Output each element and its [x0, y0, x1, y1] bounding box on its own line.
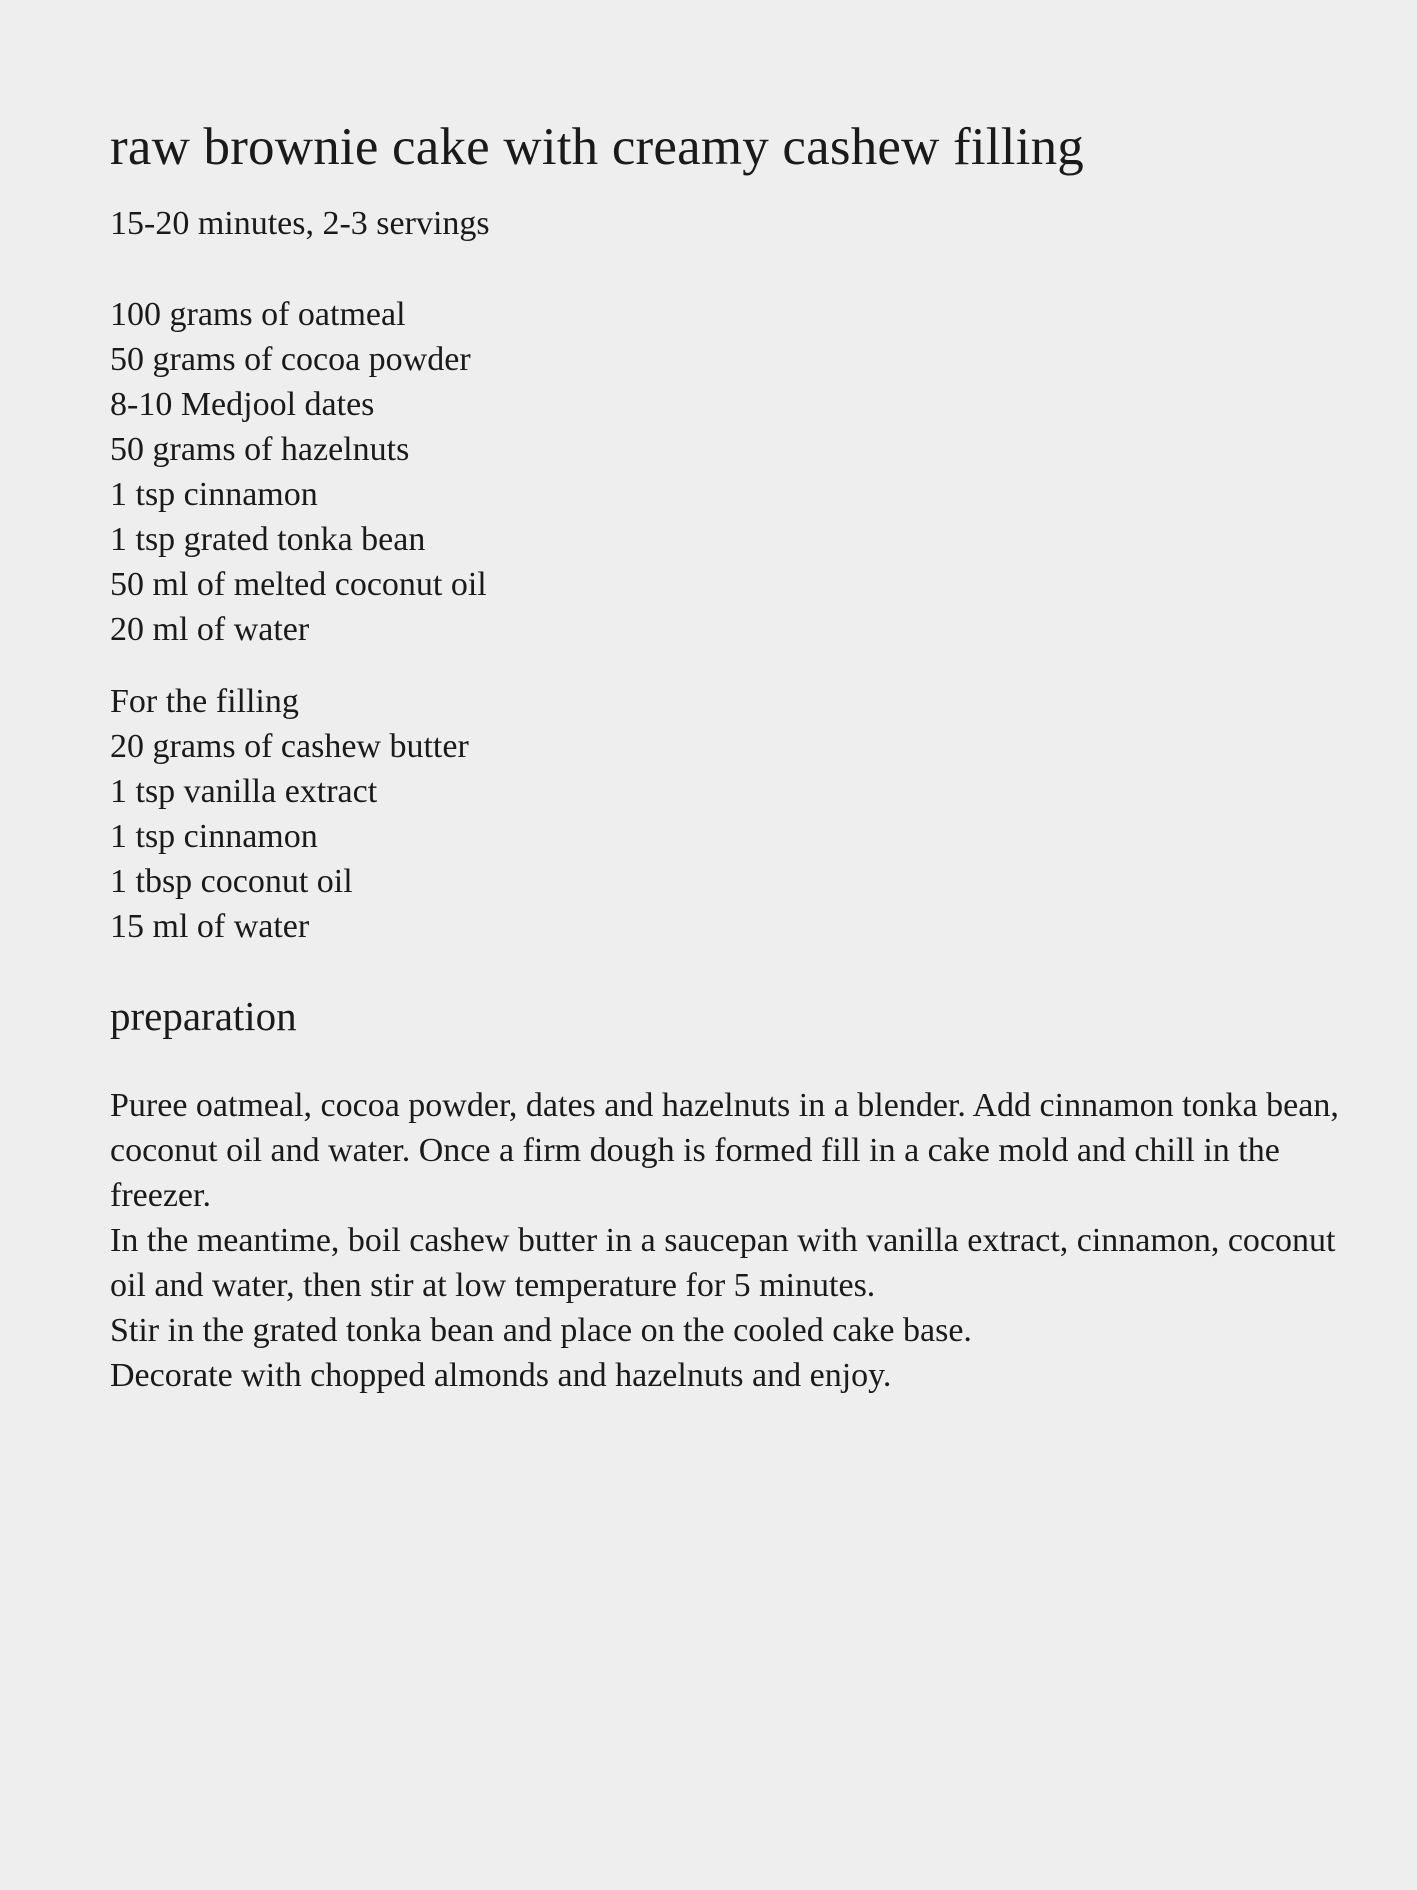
filling-item: 15 ml of water	[110, 908, 310, 945]
ingredient-item: 50 ml of melted coconut oil	[110, 566, 487, 603]
ingredient-item: 1 tsp grated tonka bean	[110, 521, 426, 558]
filling-item: 1 tbsp coconut oil	[110, 863, 353, 900]
recipe-page	[110, 112, 1340, 1398]
preparation-heading: preparation	[110, 993, 297, 1039]
recipe-meta: 15-20 minutes, 2-3 servings	[110, 205, 490, 242]
ingredient-item: 50 grams of cocoa powder	[110, 341, 471, 378]
filling-item: 1 tsp cinnamon	[110, 818, 318, 855]
filling-item: 1 tsp vanilla extract	[110, 773, 378, 810]
ingredient-item: 100 grams of oatmeal	[110, 296, 406, 333]
ingredient-list	[110, 292, 1340, 652]
filling-item: 20 grams of cashew butter	[110, 728, 469, 765]
instruction-paragraph: Decorate with chopped almonds and hazelnuts and enjoy.	[110, 1357, 892, 1394]
instruction-paragraph: Puree oatmeal, cocoa powder, dates and hazelnuts in a blender. Add cinnamon tonka bean, coconut oil and water. Once a firm dough is formed fill in a cake mold and chill in the freezer.	[110, 1087, 1339, 1214]
filling-heading: For the filling	[110, 683, 299, 720]
ingredient-item: 8-10 Medjool dates	[110, 386, 375, 423]
ingredient-item: 1 tsp cinnamon	[110, 476, 318, 513]
instruction-paragraph: Stir in the grated tonka bean and place on the cooled cake base.	[110, 1312, 972, 1349]
ingredient-item: 20 ml of water	[110, 611, 310, 648]
recipe-title: raw brownie cake with creamy cashew filling	[110, 118, 1084, 176]
instruction-paragraph: In the meantime, boil cashew butter in a saucepan with vanilla extract, cinnamon, coconut oil and water, then stir at low temperature for 5 minutes.	[110, 1222, 1336, 1304]
preparation-instructions	[110, 1083, 1340, 1398]
ingredient-item: 50 grams of hazelnuts	[110, 431, 410, 468]
filling-list	[110, 724, 1340, 949]
